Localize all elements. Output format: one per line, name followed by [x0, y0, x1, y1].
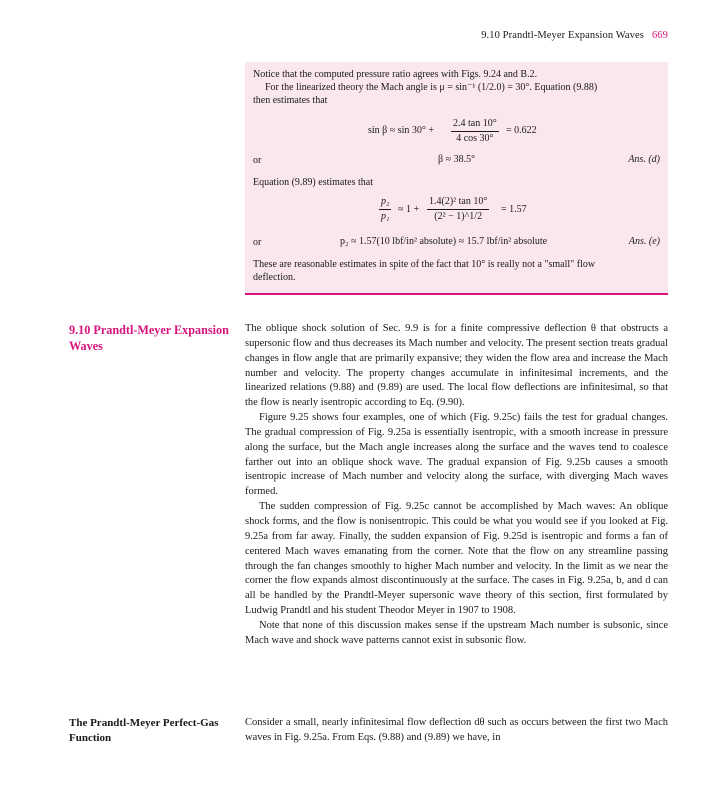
fraction-bar	[379, 209, 391, 210]
equation-1-right: = 0.622	[506, 125, 537, 136]
equation-1-left: sin β ≈ sin 30° +	[368, 125, 435, 136]
fraction-bar	[427, 209, 489, 210]
equation-3-mid: ≈ 1 +	[398, 204, 420, 215]
equation-1-denominator: 4 cos 30°	[456, 133, 494, 144]
section-body	[245, 322, 668, 649]
paragraph-1: The oblique shock solution of Sec. 9.9 is for a finite compressive deflection θ that obstructs a supersonic flow and thus decreases its Mach number and velocity. The present section treats gradual changes in flow angle that are primarily expansive; they widen the flow area and increase the Mach number and velocity. The property changes accumulate in infinitesimal increments, and the linearized relations (9.88) and (9.89) are used. The local flow deflections are infinitesimal, so that the flow is nearly isentropic according to Eq. (9.90).	[245, 323, 668, 409]
equation-2: β ≈ 38.5°	[438, 154, 476, 165]
answer-e	[629, 236, 660, 247]
subsection-heading-perfect-gas-function: The Prandtl-Meyer Perfect-Gas Function	[69, 717, 219, 744]
answer-d-value: (d)	[648, 154, 660, 165]
running-header	[481, 30, 668, 41]
header-section-title: 9.10 Prandtl-Meyer Expansion Waves	[481, 30, 644, 41]
answer-e-value: (e)	[648, 236, 660, 247]
equation-3-right: = 1.57	[501, 204, 527, 215]
or-label-2: or	[253, 237, 262, 248]
example-box	[245, 62, 668, 295]
example-line-5: These are reasonable estimates in spite of the fact that 10° is really not a "small" flow	[253, 259, 596, 270]
equation-4: p₂ ≈ 1.57(10 lbf/in² absolute) ≈ 15.7 lbf/in² absolute	[340, 236, 548, 247]
section-heading-prandtl-meyer: 9.10 Prandtl-Meyer Expansion Waves	[69, 323, 229, 353]
subsection-paragraph-1: Consider a small, nearly infinitesimal flow deflection dθ such as occurs between the first two Mach waves in Fig. 9.25a. From Eqs. (9.88) and (9.89) we have, in	[245, 717, 668, 743]
or-label-1: or	[253, 155, 262, 166]
example-line-4: Equation (9.89) estimates that	[253, 177, 373, 188]
equation-1-fraction	[451, 118, 499, 145]
equation-3-numerator: 1.4(2)² tan 10°	[429, 196, 488, 207]
fraction-bar	[451, 131, 499, 132]
example-line-3: then estimates that	[253, 95, 328, 106]
pressure-ratio-fraction	[379, 196, 391, 223]
pressure-p1: p₁	[381, 211, 390, 222]
example-line-1: Notice that the computed pressure ratio agrees with Figs. 9.24 and B.2.	[253, 69, 538, 80]
equation-1-numerator: 2.4 tan 10°	[453, 118, 497, 129]
answer-e-label: Ans.	[628, 236, 647, 247]
subsection-body	[245, 716, 668, 746]
paragraph-4: Note that none of this discussion makes sense if the upstream Mach number is subsonic, since Mach wave and shock wave patterns cannot exist in subsonic flow.	[245, 619, 668, 646]
paragraph-2: Figure 9.25 shows four examples, one of which (Fig. 9.25c) fails the test for gradual changes. The gradual compression of Fig. 9.25a is essentially isentropic, with a smooth increase in pressure along the surface, but the Mach angle increases along the surface and the waves tend to coalesce farther out into an oblique shock wave. The gradual expansion of Fig. 9.25b causes a smooth isentropic increase of Mach number and velocity along the surface, with diverging Mach waves formed.	[245, 412, 668, 498]
paragraph-3: The sudden compression of Fig. 9.25c cannot be accomplished by Mach waves: An oblique shock forms, and the flow is nonisentropic. This could be what you would see if you looked at Fig. 9.25a from far away. Finally, the sudden expansion of Fig. 9.25d is isentropic and forms a fan of centered Mach waves emanating from the corner. Note that the flow on any streamline passing through the fan changes smoothly to higher Mach number and velocity. In the limit as we near the corner the flow expands almost discontinuously at the surface. The cases in Fig. 9.25a, b, and d can all be handled by the Prandtl-Meyer supersonic wave theory of this section, first formulated by Ludwig Prandtl and his student Theodor Meyer in 1907 to 1908.	[245, 501, 668, 617]
equation-3-fraction	[427, 196, 489, 223]
answer-d	[628, 154, 660, 165]
pressure-p2: p₂	[381, 196, 390, 207]
example-line-2: For the linearized theory the Mach angle is μ = sin⁻¹ (1/2.0) = 30°. Equation (9.88)	[265, 82, 598, 93]
equation-3-denominator: (2² − 1)^1/2	[434, 211, 483, 222]
page-number: 669	[651, 30, 668, 41]
example-line-6: deflection.	[253, 272, 296, 283]
answer-d-label: Ans.	[628, 154, 646, 165]
